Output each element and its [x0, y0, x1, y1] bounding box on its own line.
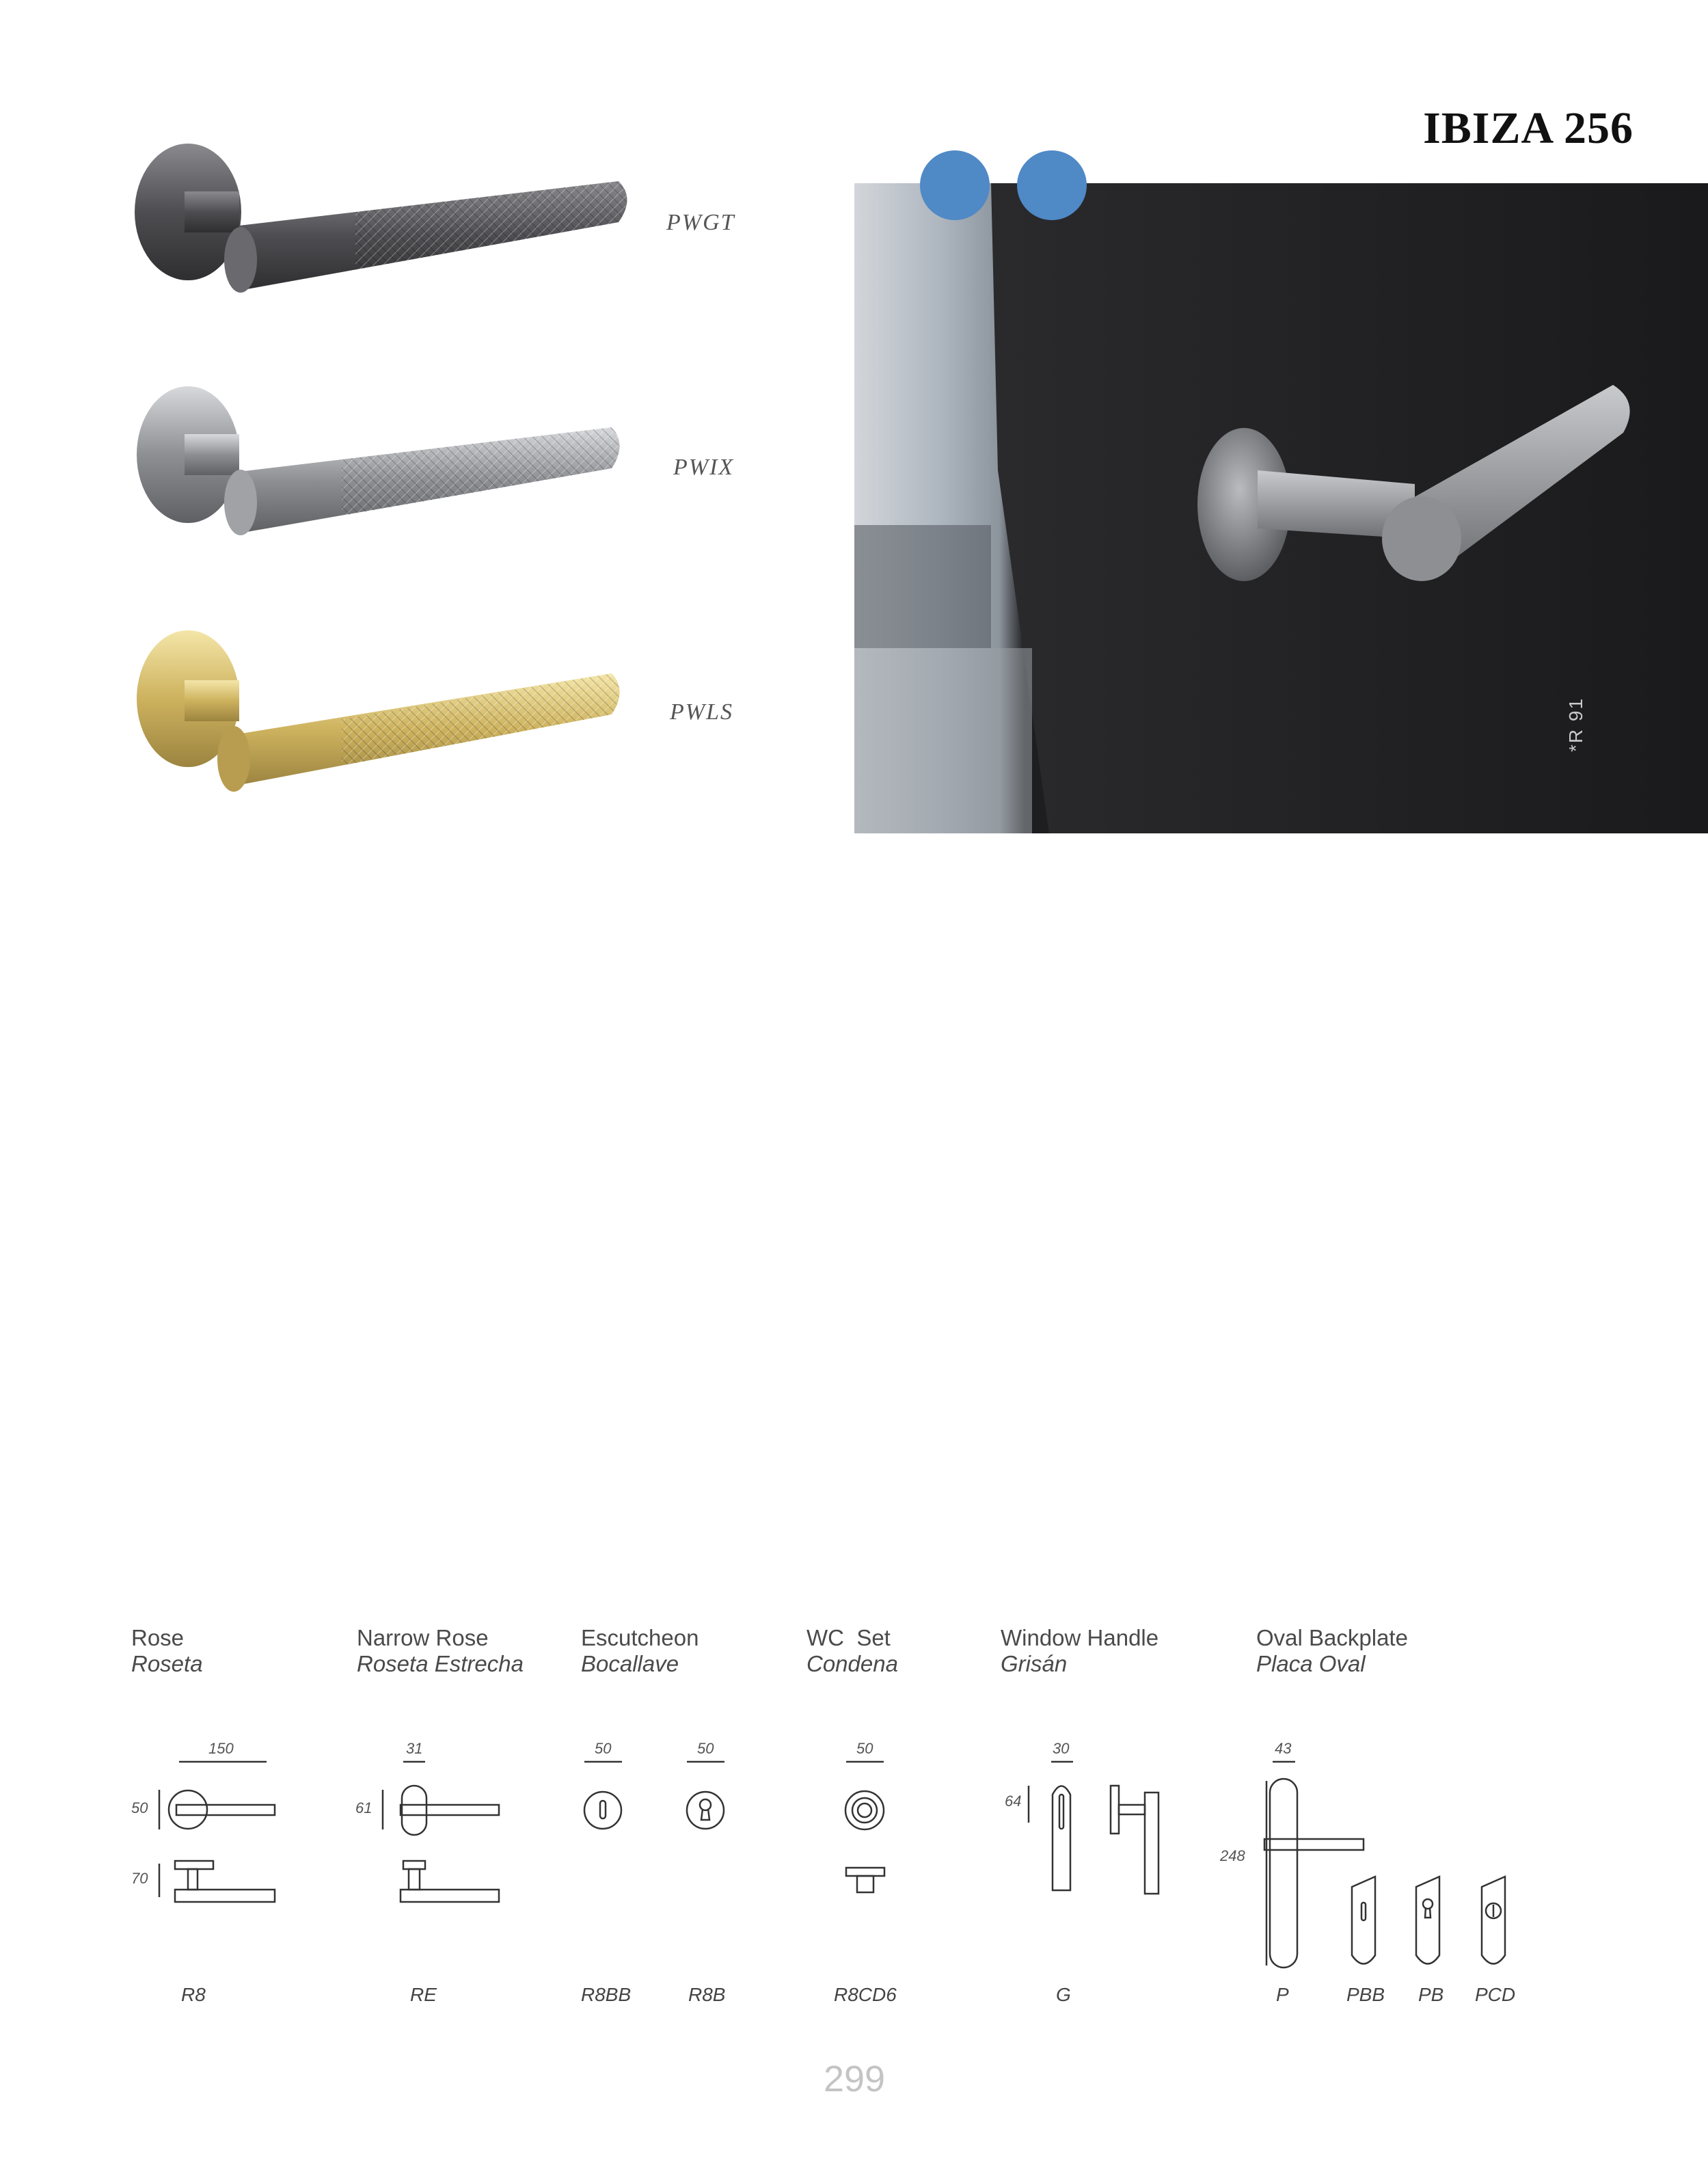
window-handle-drawing: [1029, 1762, 1158, 1894]
category-label-en: WC Set: [806, 1625, 891, 1650]
dim-label: 64: [1005, 1793, 1022, 1810]
escutcheon-drawing: [584, 1762, 724, 1829]
page-title: IBIZA 256: [1423, 103, 1634, 153]
category-label-es: Condena: [806, 1651, 898, 1676]
dim-label: 50: [595, 1740, 612, 1757]
category-escutcheon: [581, 1625, 699, 1677]
product-code: R8BB: [581, 1984, 632, 2005]
dim-label: 31: [406, 1740, 423, 1757]
category-label-es: Roseta: [131, 1651, 203, 1676]
category-label-es: Placa Oval: [1256, 1651, 1366, 1676]
handle-image-pwix: [137, 386, 620, 535]
category-rose: [131, 1625, 203, 1677]
category-label-es: Roseta Estrecha: [357, 1651, 524, 1676]
handle-image-pwgt: [135, 144, 627, 293]
category-narrow-rose: [357, 1625, 524, 1677]
product-code: PB: [1418, 1984, 1444, 2005]
finish-code-pwgt: PWGT: [666, 210, 735, 235]
dim-label: 150: [208, 1740, 234, 1757]
category-label-en: Rose: [131, 1625, 185, 1650]
color-dot-2: [1017, 150, 1087, 220]
rose-drawing: [159, 1762, 275, 1902]
dim-label: 50: [131, 1799, 148, 1816]
finish-code-pwls: PWLS: [670, 699, 733, 725]
category-label-es: Grisán: [1001, 1651, 1068, 1676]
oval-backplate-drawing: [1264, 1762, 1505, 1968]
category-oval-backplate: [1256, 1625, 1408, 1677]
dim-label: 61: [355, 1799, 372, 1816]
product-code: R8B: [688, 1984, 726, 2005]
category-label-en: Oval Backplate: [1256, 1625, 1408, 1650]
category-label-en: Narrow Rose: [357, 1625, 489, 1650]
photo-ref-code: *R 91: [1565, 697, 1586, 752]
color-dot-1: [920, 150, 990, 220]
product-code: G: [1056, 1984, 1071, 2005]
narrow-rose-drawing: [383, 1762, 499, 1902]
dim-label: 30: [1053, 1740, 1070, 1757]
product-code: P: [1276, 1984, 1289, 2005]
category-wc-set: [806, 1625, 898, 1677]
page-number: 299: [823, 2058, 886, 2099]
dim-label: 248: [1220, 1847, 1245, 1864]
product-code: RE: [410, 1984, 437, 2005]
product-code: PCD: [1475, 1984, 1516, 2005]
wc-set-drawing: [845, 1762, 884, 1892]
dim-label: 50: [697, 1740, 714, 1757]
dim-label: 70: [131, 1870, 148, 1887]
dim-label: 50: [856, 1740, 873, 1757]
product-code: R8: [181, 1984, 206, 2005]
category-label-en: Escutcheon: [581, 1625, 699, 1650]
handle-finish-images: [0, 0, 752, 834]
product-code: PBB: [1346, 1984, 1385, 2005]
finish-code-pwix: PWIX: [673, 455, 735, 480]
dim-label: 43: [1275, 1740, 1292, 1757]
handle-image-pwls: [137, 630, 620, 792]
category-label-es: Bocallave: [581, 1651, 679, 1676]
product-code: R8CD6: [834, 1984, 897, 2005]
category-label-en: Window Handle: [1001, 1625, 1159, 1650]
category-window-handle: [1001, 1625, 1158, 1677]
